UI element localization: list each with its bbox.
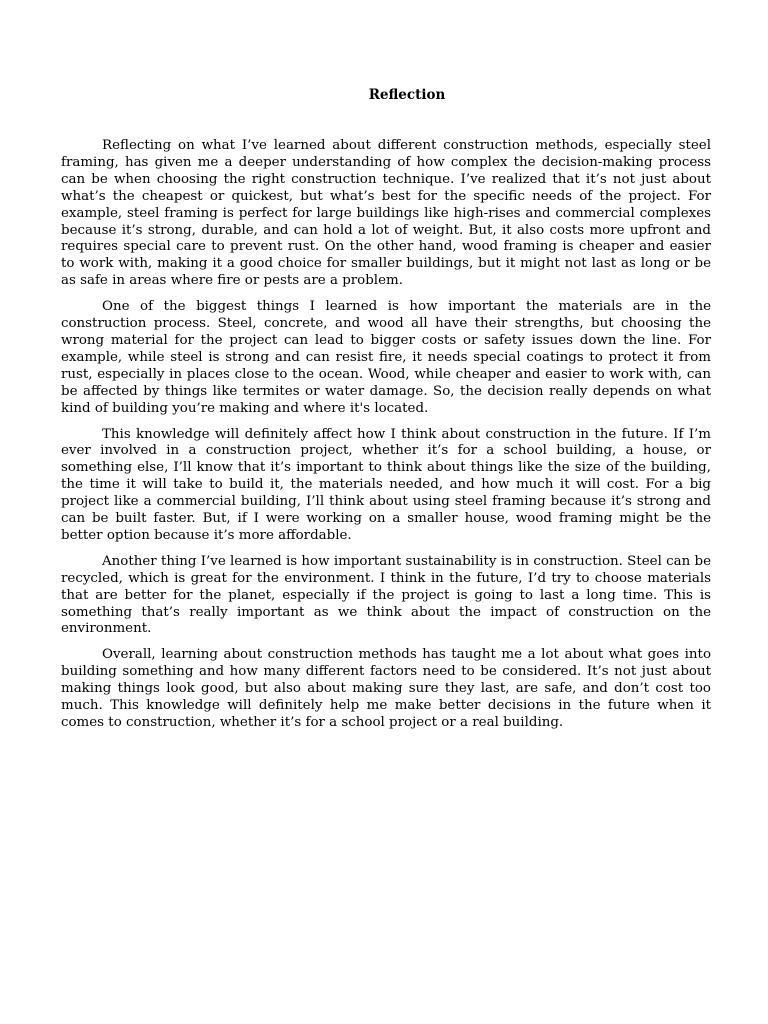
- paragraph: Reflecting on what I’ve learned about different construction methods, especially steel framing, has given me a deeper understanding of how complex the decision-making process can be when choosing the right construction technique. I’ve realized that it’s not just about what’s the cheapest or quickest, but what’s best for the specific needs of the project. For example, steel framing is perfect for large buildings like high-rises and commercial complexes because it’s strong, durable, and can hold a lot of weight. But, it also costs more upfront and requires special care to prevent rust. On the other hand, wood framing is cheaper and easier to work with, making it a good choice for smaller buildings, but it might not last as long or be as safe in areas where fire or pests are a problem.: [61, 138, 711, 289]
- paragraph: One of the biggest things I learned is how important the materials are in the construction process. Steel, concrete, and wood all have their strengths, but choosing the wrong material for the project can lead to bigger costs or safety issues down the line. For example, while steel is strong and can resist fire, it needs special coatings to protect it from rust, especially in places close to the ocean. Wood, while cheaper and easier to work with, can be affected by things like termites or water damage. So, the decision really depends on what kind of building you’re making and where it's located.: [61, 299, 711, 416]
- document-title: Reflection: [368, 87, 446, 103]
- paragraph: Overall, learning about construction methods has taught me a lot about what goes into building something and how many different factors need to be considered. It’s not just about making things look good, but also about making sure they last, are safe, and don’t cost too much. This knowledge will definitely help me make better decisions in the future when it comes to construction, whether it’s for a school project or a real building.: [61, 647, 711, 730]
- document-page: [61, 86, 711, 741]
- paragraph: Another thing I’ve learned is how important sustainability is in construction. Steel can be recycled, which is great for the environment. I think in the future, I’d try to choose materials that are better for the planet, especially if the project is going to last a long time. This is something that’s really important as we think about the impact of construction on the environment.: [61, 553, 711, 637]
- paragraph: This knowledge will definitely affect how I think about construction in the future. If I’m ever involved in a construction project, whether it’s for a school building, a house, or something else, I’ll know that it’s important to think about things like the size of the building, the time it will take to build it, the materials needed, and how much it will cost. For a big project like a commercial building, I’ll think about using steel framing because it’s strong and can be built faster. But, if I were working on a smaller house, wood framing might be the better option because it’s more affordable.: [61, 426, 711, 543]
